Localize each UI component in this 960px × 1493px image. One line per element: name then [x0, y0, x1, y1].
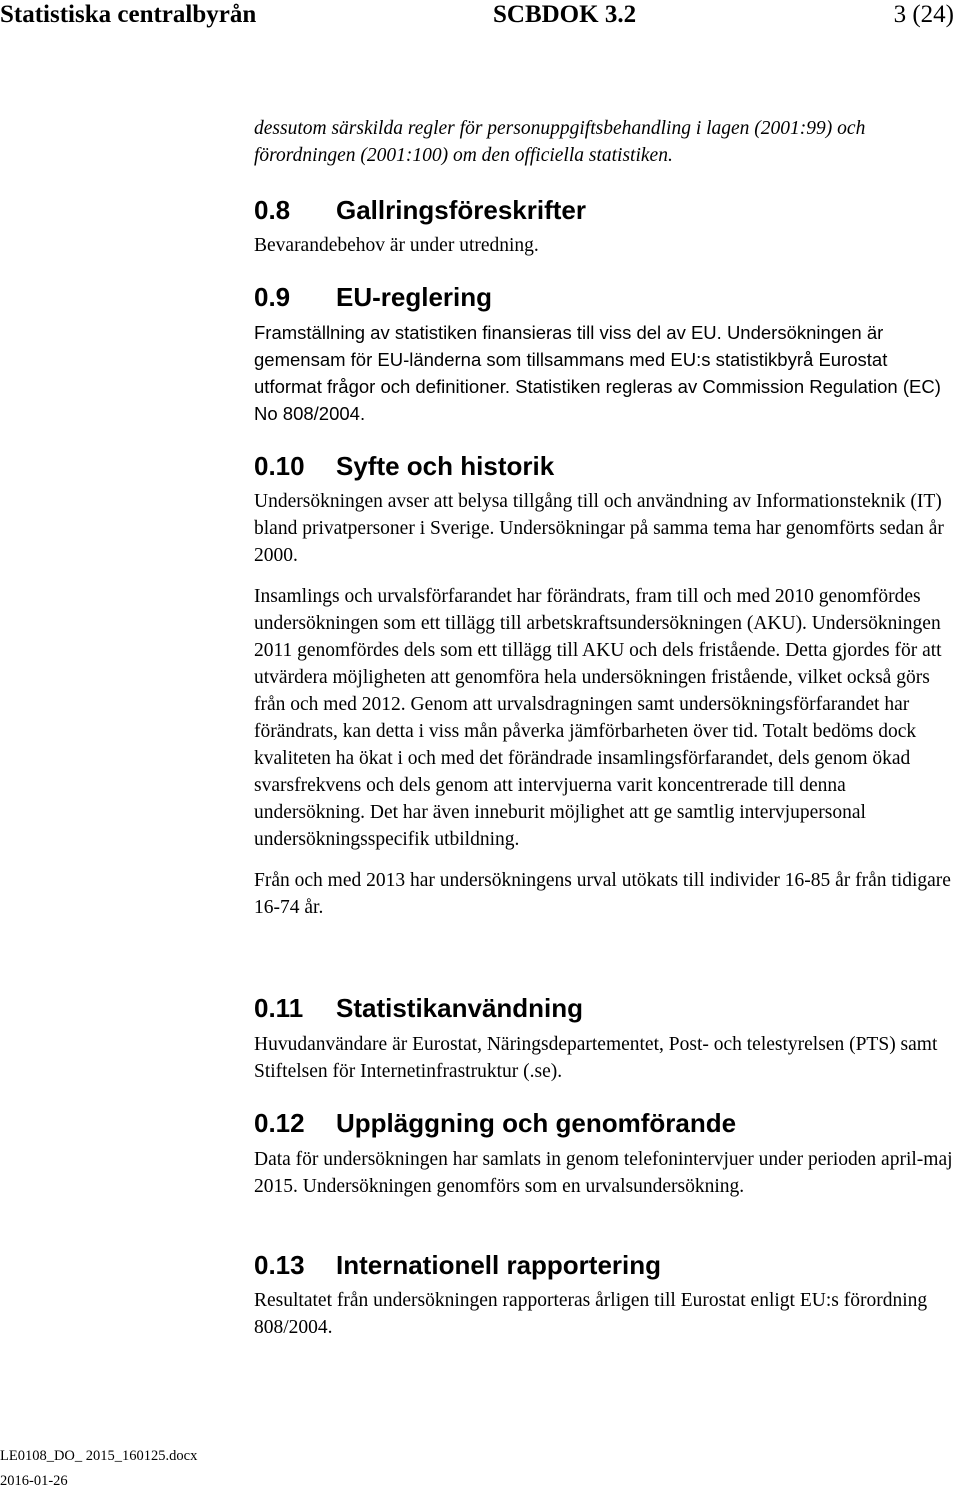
section-heading-0-13 — [254, 1250, 661, 1280]
section-number: 0.11 — [254, 993, 304, 1023]
section-number: 0.13 — [254, 1250, 305, 1280]
section-heading-0-10 — [254, 451, 554, 481]
page-number: 3 (24) — [893, 1, 954, 28]
paragraph: Huvudanvändare är Eurostat, Näringsdepartementet, Post- och telestyrelsen (PTS) samt Stiftelsen för Internetinfrastruktur (.se). — [254, 1034, 938, 1082]
section-heading-0-9 — [254, 282, 492, 312]
paragraph: Bevarandebehov är under utredning. — [254, 235, 539, 256]
section-heading-0-11 — [254, 993, 583, 1023]
section-body-0-8 — [254, 232, 954, 259]
section-body-0-11 — [254, 1031, 954, 1085]
section-title: Internationell rapportering — [336, 1250, 662, 1280]
footer-date: 2016-01-26 — [0, 1473, 68, 1489]
paragraph: Data för undersökningen har samlats in genom telefonintervjuer under perioden april-maj 2015. Undersökningen genomförs som en urvalsundersökning. — [254, 1149, 953, 1197]
section-title: Gallringsföreskrifter — [336, 195, 586, 225]
intro-paragraph: dessutom särskilda regler för personuppgiftsbehandling i lagen (2001:99) och förordningen (2001:100) om den officiella statistiken. — [254, 118, 866, 166]
paragraph: Framställning av statistiken finansieras till viss del av EU. Undersökningen är gemensam för EU-länderna som tillsammans med EU:s statistikbyrå Eurostat utformat frågor och definitioner. Statistiken regleras av Commission Regulation (EC) No 808/2004. — [254, 322, 941, 424]
footer-filename: LE0108_DO_ 2015_160125.docx — [0, 1448, 198, 1464]
section-title: Statistikanvändning — [336, 993, 584, 1023]
section-number: 0.12 — [254, 1108, 305, 1138]
section-number: 0.8 — [254, 195, 291, 225]
section-body-0-13 — [254, 1287, 954, 1341]
section-heading-0-12 — [254, 1108, 736, 1138]
page-header — [0, 0, 958, 34]
intro-paragraph-block — [254, 115, 954, 169]
section-number: 0.10 — [254, 451, 305, 481]
paragraph-3: Från och med 2013 har undersökningens urval utökats till individer 16-85 år från tidigare 16-74 år. — [254, 870, 951, 918]
document-id: SCBDOK 3.2 — [493, 1, 637, 28]
section-title: Syfte och historik — [336, 451, 555, 481]
section-title: Uppläggning och genomförande — [336, 1108, 737, 1138]
section-body-0-12 — [254, 1146, 954, 1200]
section-title: EU-reglering — [336, 282, 493, 312]
section-number: 0.9 — [254, 282, 291, 312]
paragraph-1: Undersökningen avser att belysa tillgång till och användning av Informationsteknik (IT) bland privatpersoner i Sverige. Undersökningar på samma tema har genomförts sedan år 2000. — [254, 491, 944, 566]
paragraph-2: Insamlings och urvalsförfarandet har förändrats, fram till och med 2010 genomfördes undersökningen som ett tillägg till arbetskraftsundersökningen (AKU). Undersökningen 2011 genomfördes dels som ett tillägg till AKU och dels fristående. Detta gjordes för att utvärdera möjligheten att genomföra hela undersökningen fristående, vilket också görs från och med 2012. Genom att urvalsdragningen samt undersökningsförfarandet har förändrats, kan detta i viss mån påverka jämförbarheten över tid. Totalt bedöms dock kvaliteten ha ökat i och med det förändrade insamlingsförfarandet, dels genom ökad svarsfrekvens och dels genom att intervjuerna varit koncentrerade till denna undersökning. Det har även inneburit möjlighet att ge samtlig intervjupersonal undersökningsspecifik utbildning. — [254, 586, 942, 850]
section-body-0-10 — [254, 488, 954, 921]
section-body-0-9 — [254, 319, 954, 427]
organization-name: Statistiska centralbyrån — [0, 1, 257, 28]
paragraph: Resultatet från undersökningen rapporteras årligen till Eurostat enligt EU:s förordning 808/2004. — [254, 1290, 928, 1338]
section-heading-0-8 — [254, 195, 586, 225]
